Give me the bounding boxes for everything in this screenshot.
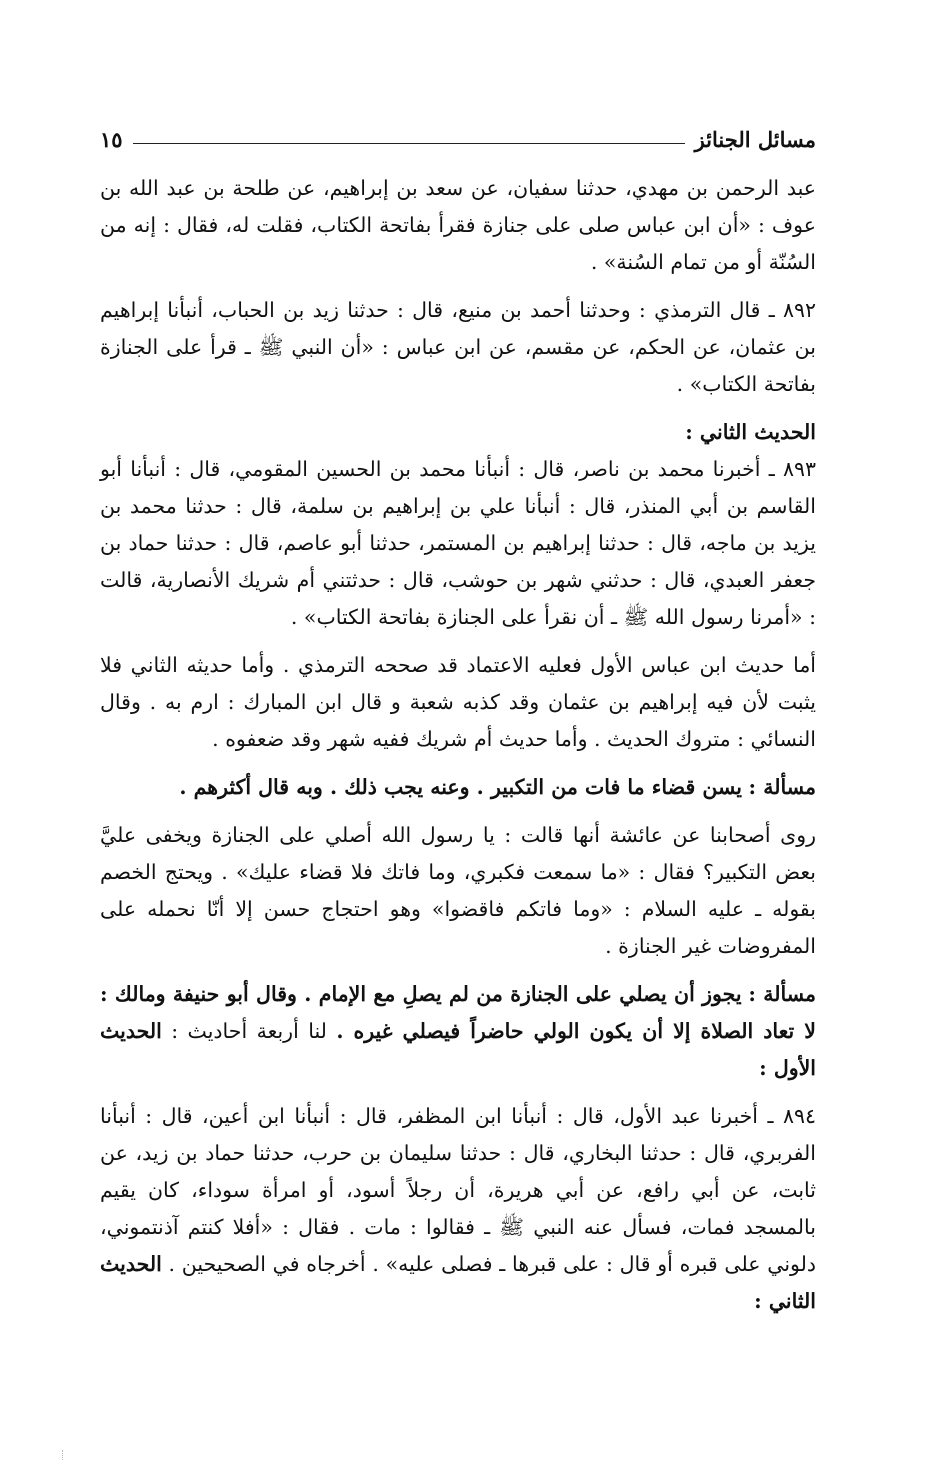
page-number: ١٥ xyxy=(100,127,123,152)
hadith-894-text: ٨٩٤ ـ أخبرنا عبد الأول، قال : أنبأنا ابن المظفر، قال : أنبأنا ابن أعين، قال : أنبأنا الفربري، قال : حدثنا البخاري، قال : حدثنا سليمان بن حرب، حدثنا حماد بن زيد، عن ثابت، عن أبي رافع، عن أبي هريرة، أن رجلاً أسود، أو امرأة سوداء، كان يقيم بالمسجد فمات، فسأل عنه النبي ﷺ ـ فقالوا : مات . فقال : «أفلا كنتم آذنتموني، دلوني على قبره أو قال : على قبرها ـ فصلى عليه» . أخرجاه في الصحيحين . xyxy=(100,1104,816,1276)
masala-statement: يسن قضاء ما فات من التكبير . وعنه يجب ذلك . وبه قال أكثرهم . xyxy=(179,775,742,799)
running-header xyxy=(100,108,816,152)
chapter-title: مسائل الجنائز xyxy=(694,127,816,152)
paragraph-1: عبد الرحمن بن مهدي، حدثنا سفيان، عن سعد بن إبراهيم، عن طلحة بن عبد الله بن عوف : «أن ابن عباس صلى على جنازة فقرأ بفاتحة الكتاب، فقلت له، فقال : إنه من السُنّة أو من تمام السُنة» . xyxy=(100,176,816,274)
masala-label: مسألة : xyxy=(748,775,816,799)
paragraph-hadith-894 xyxy=(100,1098,816,1320)
paragraph-commentary: أما حديث ابن عباس الأول فعليه الاعتماد قد صححه الترمذي . وأما حديثه الثاني فلا يثبت لأن فيه إبراهيم بن عثمان وقد كذبه شعبة و قال ابن المبارك : ارم به . وقال النسائي : متروك الحديث . وأما حديث أم شريك ففيه شهر وقد ضعفوه . xyxy=(100,653,816,751)
masala-repeat-prayer xyxy=(100,976,816,1087)
scan-mark xyxy=(62,1450,69,1460)
masala-statement: يجوز أن يصلي على الجنازة من لم يصلِ مع الإمام . وقال أبو حنيفة ومالك : لا تعاد الصلاة إلا أن يكون الولي حاضراً فيصلي غيره . xyxy=(100,982,816,1043)
masala-text: لنا أربعة أحاديث : xyxy=(161,1019,337,1043)
masala-missed-takbir xyxy=(100,769,816,806)
paragraph-hadith-892: ٨٩٢ ـ قال الترمذي : وحدثنا أحمد بن منيع، قال : حدثنا زيد بن الحباب، أنبأنا إبراهيم بن عثمان، عن الحكم، عن مقسم، عن ابن عباس : «أن النبي ﷺ ـ قرأ على الجنازة بفاتحة الكتاب» . xyxy=(100,298,816,396)
section-heading-second-hadith: الحديث الثاني : xyxy=(685,420,816,444)
first-hadith-heading: الحديث الأول : xyxy=(100,1019,816,1080)
masala-label: مسألة : xyxy=(748,982,816,1006)
header-rule xyxy=(133,143,685,144)
paragraph-aisha-narration: روى أصحابنا عن عائشة أنها قالت : يا رسول الله أصلي على الجنازة ويخفى عليَّ بعض التكبير؟ فقال : «ما سمعت فكبري، وما فاتك فلا قضاء عليك» . ويحتج الخصم بقوله ـ عليه السلام : «وما فاتكم فاقضوا» وهو احتجاج حسن إلا أنّا نحمله على المفروضات غير الجنازة . xyxy=(100,823,816,958)
second-hadith-heading: الحديث الثاني : xyxy=(100,1252,816,1313)
paragraph-hadith-893: ٨٩٣ ـ أخبرنا محمد بن ناصر، قال : أنبأنا محمد بن الحسين المقومي، قال : أنبأنا أبو القاسم بن أبي المنذر، قال : أنبأنا علي بن إبراهيم بن سلمة، قال : حدثنا محمد بن يزيد بن ماجه، قال : حدثنا إبراهيم بن المستمر، حدثنا أبو عاصم، قال : حدثنا حماد بن جعفر العبدي، قال : حدثني شهر بن حوشب، قال : حدثتني أم شريك الأنصارية، قالت : «أمرنا رسول الله ﷺ ـ أن نقرأ على الجنازة بفاتحة الكتاب» . xyxy=(100,457,816,629)
